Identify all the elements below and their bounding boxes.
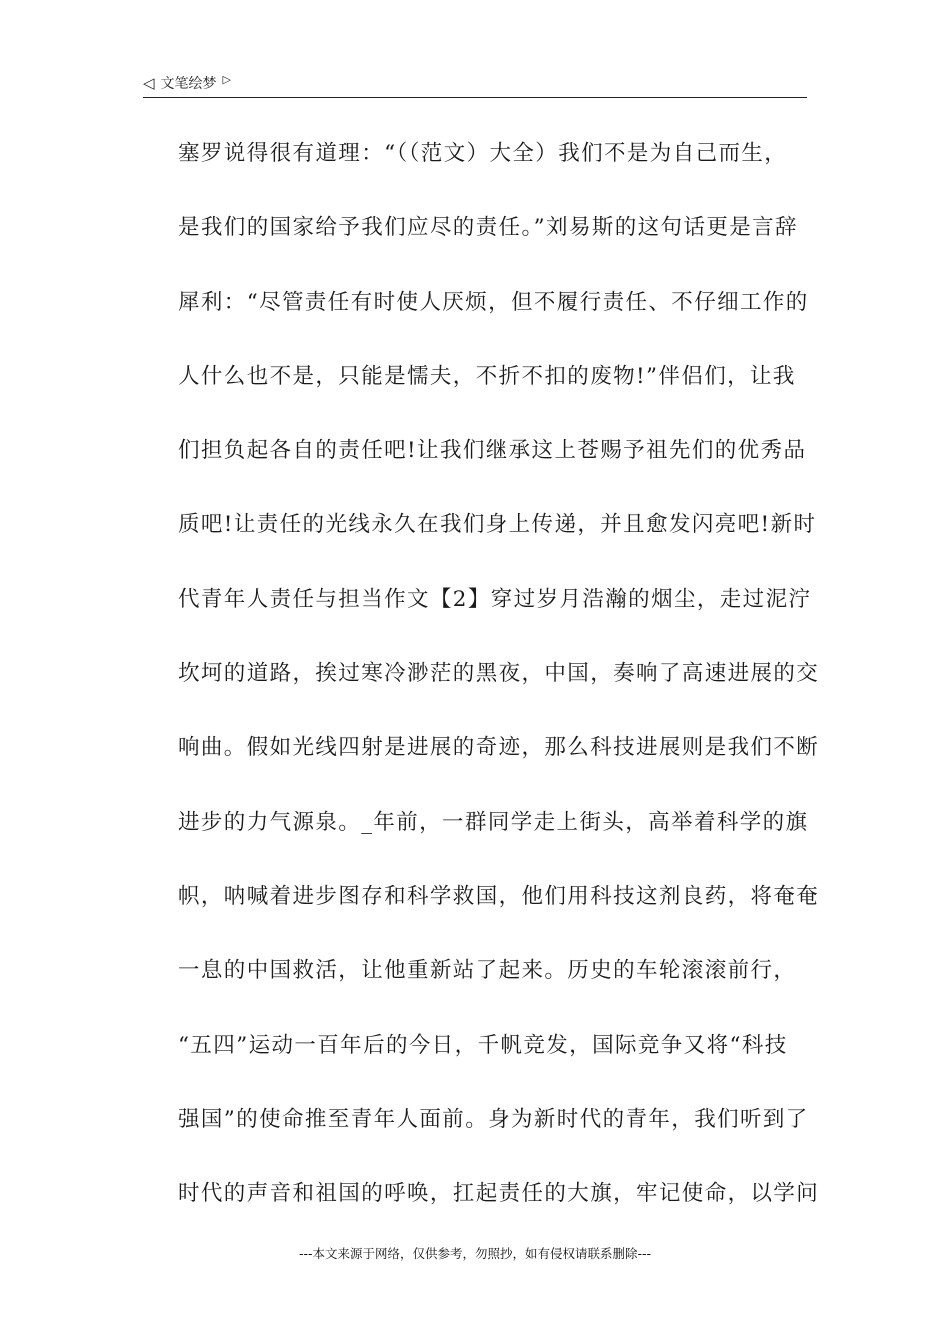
text-line: 时代的声音和祖国的呼唤，扛起责任的大旗，牢记使命，以学问 xyxy=(178,1181,820,1207)
header-divider xyxy=(143,97,807,98)
left-triangle-icon: ◁ xyxy=(143,73,155,92)
text-line: 塞罗说得很有道理：“（（范文）大全）我们不是为自己而生， xyxy=(178,141,788,166)
document-body xyxy=(178,135,820,1249)
text-line: 一息的中国救活，让他重新站了起来。历史的车轮滚滚前行， xyxy=(178,958,797,984)
text-line: 帜，呐喊着进步图存和科学救国，他们用科技这剂良药，将奄奄 xyxy=(178,883,820,909)
header-title: 文笔绘梦 xyxy=(160,76,217,92)
text-line: 人什么也不是，只能是懦夫，不折不扣的废物!”伴侣们，让我 xyxy=(178,363,796,389)
text-line: 犀利：“尽管责任有时使人厌烦，但不履行责任、不仔细工作的 xyxy=(178,289,809,315)
text-line: 们担负起各自的责任吧!让我们继承这上苍赐予祖先们的优秀品 xyxy=(178,438,807,464)
text-line: 是我们的国家给予我们应尽的责任。”刘易斯的这句话更是言辞 xyxy=(178,215,798,241)
text-line: 强国”的使命推至青年人面前。身为新时代的青年，我们听到了 xyxy=(178,1106,809,1132)
right-triangle-icon: ▷ xyxy=(222,72,232,86)
page-header xyxy=(143,70,231,96)
text-line: 坎坷的道路，挨过寒冷渺茫的黑夜，中国，奏响了高速进展的交 xyxy=(178,661,820,687)
footer-notice: ---本文来源于网络，仅供参考，勿照抄，如有侵权请联系删除--- xyxy=(298,1246,652,1261)
text-line: 质吧!让责任的光线永久在我们身上传递，并且愈发闪亮吧!新时 xyxy=(178,512,817,538)
text-line: 响曲。假如光线四射是进展的奇迹，那么科技进展则是我们不断 xyxy=(178,735,820,761)
text-line: 进步的力气源泉。_年前，一群同学走上街头，高举着科学的旗 xyxy=(178,809,809,835)
text-line: 代青年人责任与担当作文【2】穿过岁月浩瀚的烟尘，走过泥泞 xyxy=(178,586,812,612)
text-line: “五四”运动一百年后的今日，千帆竞发，国际竞争又将“科技 xyxy=(178,1032,788,1058)
